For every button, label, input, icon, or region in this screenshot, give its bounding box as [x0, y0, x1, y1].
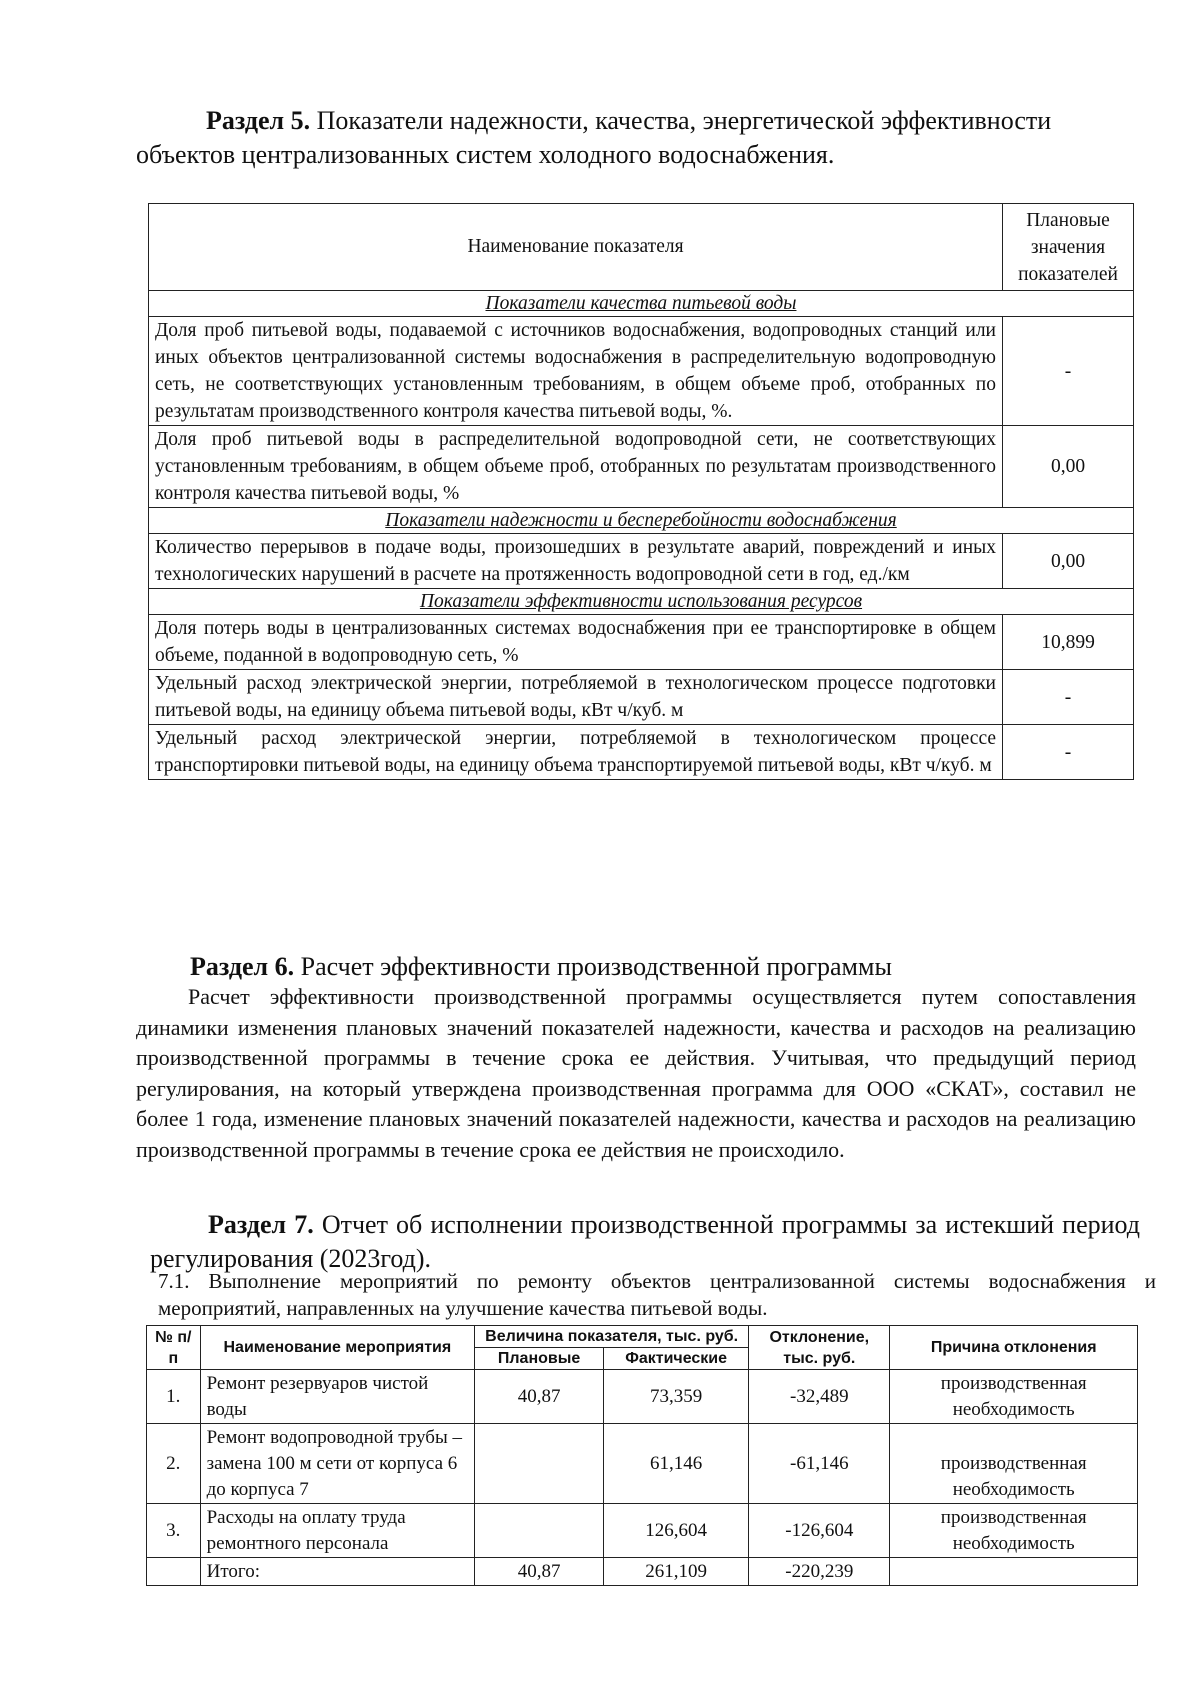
table-row	[147, 1504, 1138, 1558]
header-num: № п/п	[147, 1326, 201, 1370]
cell-num: 3.	[147, 1504, 201, 1558]
header-deviation: Отклонение, тыс. руб.	[749, 1326, 890, 1370]
group-row	[149, 589, 1134, 615]
cell-planned	[475, 1504, 604, 1558]
table-row	[149, 725, 1134, 780]
cell-measure-name: Ремонт водопроводной трубы – замена 100 м сети от корпуса 6 до корпуса 7	[200, 1424, 475, 1504]
indicator-name: Удельный расход электрической энергии, потребляемой в технологическом процессе подготовки питьевой воды, на единицу объема питьевой воды, кВт ч/куб. м	[149, 670, 1003, 725]
cell-reason: производственная необходимость	[890, 1370, 1138, 1424]
table-row	[149, 534, 1134, 589]
measures-table	[146, 1325, 1138, 1586]
table-row	[149, 426, 1134, 508]
cell-total-reason	[890, 1558, 1138, 1586]
cell-num: 2.	[147, 1424, 201, 1504]
cell-deviation: -32,489	[749, 1370, 890, 1424]
section5-label: Раздел 5.	[206, 106, 311, 135]
section7-title	[150, 1208, 1140, 1276]
section6-title	[190, 950, 1130, 984]
cell-reason: производственная необходимость	[890, 1424, 1138, 1504]
cell-deviation: -126,604	[749, 1504, 890, 1558]
indicator-value: -	[1003, 317, 1134, 426]
section6-label: Раздел 6.	[190, 952, 295, 981]
section5-title	[136, 104, 1136, 172]
header-measure-name: Наименование мероприятия	[200, 1326, 475, 1370]
group-title: Показатели качества питьевой воды	[149, 291, 1134, 317]
group-row	[149, 291, 1134, 317]
section5-title-text: Показатели надежности, качества, энергетической эффективности объектов централизованных систем холодного водоснабжения.	[136, 106, 1052, 169]
indicator-name: Доля проб питьевой воды, подаваемой с источников водоснабжения, водопроводных станций или иных объектов централизованной системы водоснабжения в распределительную водопроводную сеть, не соответствующих установленным требованиям, в общем объеме проб, отобранных по результатам производственного контроля качества питьевой воды, %.	[149, 317, 1003, 426]
indicator-value: -	[1003, 725, 1134, 780]
table-header-row	[149, 204, 1134, 291]
table-row	[149, 615, 1134, 670]
group-title: Показатели эффективности использования ресурсов	[149, 589, 1134, 615]
indicator-value: 0,00	[1003, 426, 1134, 508]
section6-title-text: Расчет эффективности производственной программы	[300, 952, 892, 981]
group-title: Показатели надежности и бесперебойности водоснабжения	[149, 508, 1134, 534]
cell-planned: 40,87	[475, 1370, 604, 1424]
table-row	[149, 317, 1134, 426]
cell-deviation: -61,146	[749, 1424, 890, 1504]
cell-actual: 61,146	[604, 1424, 749, 1504]
cell-total-label: Итого:	[200, 1558, 475, 1586]
section6-paragraph	[136, 982, 1136, 1165]
cell-actual: 73,359	[604, 1370, 749, 1424]
section6-paragraph-text: Расчет эффективности производственной программы осуществляется путем сопоставления динамики изменения плановых значений показателей надежности, качества и расходов на реализацию производственной программы в течение срока ее действия. Учитывая, что предыдущий период регулирования, на который утверждена производственная программа для ООО «СКАТ», составил не более 1 года, изменение плановых значений показателей надежности, качества и расходов на реализацию производственной программы в течение срока ее действия не происходило.	[136, 984, 1136, 1162]
cell-measure-name: Расходы на оплату труда ремонтного персонала	[200, 1504, 475, 1558]
cell-measure-name: Ремонт резервуаров чистой воды	[200, 1370, 475, 1424]
cell-reason: производственная необходимость	[890, 1504, 1138, 1558]
table-header-row	[147, 1326, 1138, 1348]
header-actual: Фактические	[604, 1348, 749, 1370]
indicator-name: Удельный расход электрической энергии, потребляемой в технологическом процессе транспортировки питьевой воды, на единицу объема транспортируемой питьевой воды, кВт ч/куб. м	[149, 725, 1003, 780]
indicator-name: Количество перерывов в подаче воды, произошедших в результате аварий, повреждений и иных технологических нарушений в расчете на протяженность водопроводной сети в год, ед./км	[149, 534, 1003, 589]
indicator-value: 10,899	[1003, 615, 1134, 670]
section7-subtitle-text: 7.1. Выполнение мероприятий по ремонту объектов централизованной системы водоснабжения и мероприятий, направленных на улучшение качества питьевой воды.	[158, 1269, 1156, 1320]
indicator-name: Доля потерь воды в централизованных системах водоснабжения при ее транспортировке в общем объеме, поданной в водопроводную сеть, %	[149, 615, 1003, 670]
cell-total-deviation: -220,239	[749, 1558, 890, 1586]
header-planned-values: Плановые значения показателей	[1003, 204, 1134, 291]
table-row	[147, 1424, 1138, 1504]
header-reason: Причина отклонения	[890, 1326, 1138, 1370]
header-indicator-name: Наименование показателя	[149, 204, 1003, 291]
group-row	[149, 508, 1134, 534]
section7-title-text: Отчет об исполнении производственной программы за истекший период регулирования (2023год).	[150, 1210, 1140, 1273]
cell-num	[147, 1558, 201, 1586]
indicator-value: 0,00	[1003, 534, 1134, 589]
cell-total-actual: 261,109	[604, 1558, 749, 1586]
indicators-table	[148, 203, 1134, 780]
section7-subtitle	[158, 1268, 1156, 1322]
table-row	[149, 670, 1134, 725]
cell-num: 1.	[147, 1370, 201, 1424]
header-planned: Плановые	[475, 1348, 604, 1370]
indicator-name: Доля проб питьевой воды в распределительной водопроводной сети, не соответствующих установленным требованиям, в общем объеме проб, отобранных по результатам производственного контроля качества питьевой воды, %	[149, 426, 1003, 508]
header-value-group: Величина показателя, тыс. руб.	[475, 1326, 749, 1348]
table-row	[147, 1370, 1138, 1424]
cell-planned	[475, 1424, 604, 1504]
indicator-value: -	[1003, 670, 1134, 725]
cell-actual: 126,604	[604, 1504, 749, 1558]
total-row	[147, 1558, 1138, 1586]
section7-label: Раздел 7.	[208, 1210, 314, 1239]
cell-total-planned: 40,87	[475, 1558, 604, 1586]
